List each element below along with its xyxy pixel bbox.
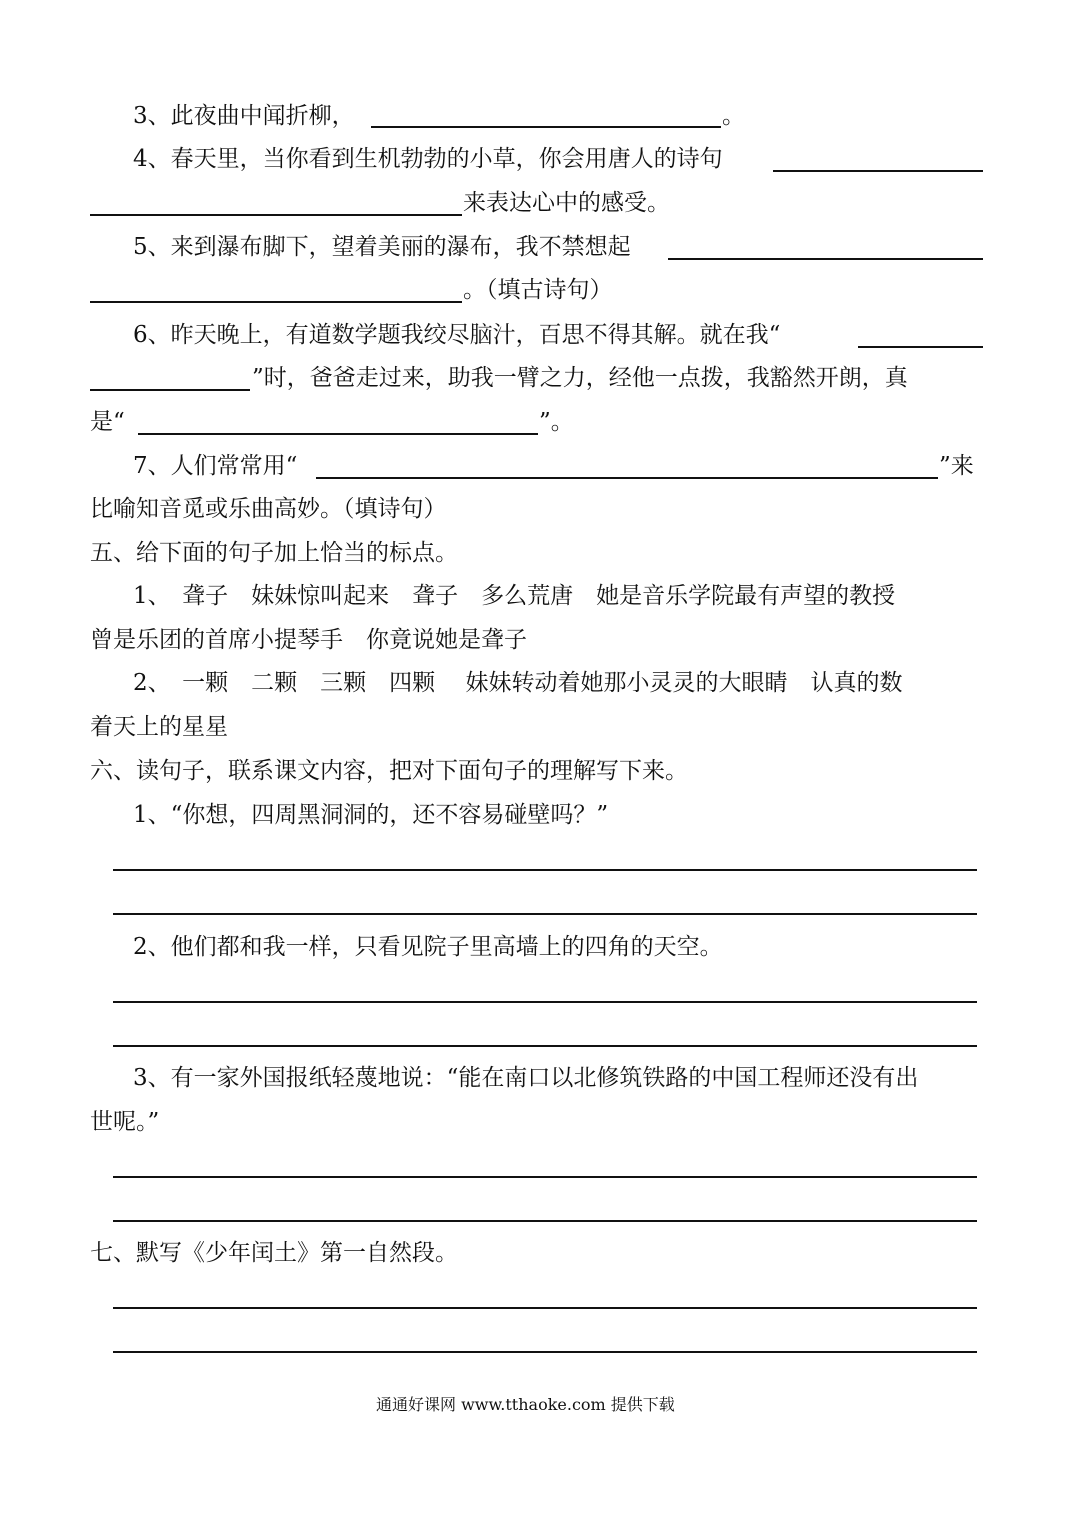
section7-answer-line-1[interactable] xyxy=(113,1307,977,1309)
q3-suffix: 。 xyxy=(722,103,745,129)
section6-item3-line1: 3、有一家外国报纸轻蔑地说：“能在南口以北修筑铁路的中国工程师还没有出 xyxy=(133,1065,919,1091)
q4-answer-blank-2[interactable] xyxy=(90,214,462,216)
section6-item3-answer-line-2[interactable] xyxy=(113,1220,977,1222)
section6-item2-answer-line-1[interactable] xyxy=(113,1001,977,1003)
page-footer: 通通好课网 www.tthaoke.com 提供下载 xyxy=(376,1395,675,1414)
q7-prefix: 7、人们常常用“ xyxy=(133,453,298,479)
section5-item2-line1: 2、 一颗 二颗 三颗 四颗 妹妹转动着她那小灵灵的大眼睛 认真的数 xyxy=(133,670,903,696)
q4-answer-blank-1[interactable] xyxy=(773,170,983,172)
section6-item3-line2: 世呢。” xyxy=(90,1109,160,1135)
section5-item1-line2: 曾是乐团的首席小提琴手 你竟说她是聋子 xyxy=(90,627,527,653)
q3-answer-blank[interactable] xyxy=(371,126,721,128)
q5-answer-blank-2[interactable] xyxy=(90,301,462,303)
q5-prefix: 5、来到瀑布脚下，望着美丽的瀑布，我不禁想起 xyxy=(133,234,631,260)
q7-answer-blank[interactable] xyxy=(316,477,938,479)
q7-line2: 比喻知音觅或乐曲高妙。（填诗句） xyxy=(90,496,447,522)
section7-heading: 七、默写《少年闰土》第一自然段。 xyxy=(90,1240,458,1266)
section6-item2-answer-line-2[interactable] xyxy=(113,1045,977,1047)
q6-answer-blank-2[interactable] xyxy=(138,433,538,435)
q5-suffix: 。（填古诗句） xyxy=(463,277,613,303)
q7-suffix: ”来 xyxy=(939,453,974,479)
section6-item3-answer-line-1[interactable] xyxy=(113,1176,977,1178)
q6-line2: ”时，爸爸走过来，助我一臂之力，经他一点拨，我豁然开朗，真 xyxy=(252,365,908,391)
q6-line3-suffix: ”。 xyxy=(539,409,574,435)
q6-answer-blank-1a[interactable] xyxy=(858,346,983,348)
section5-heading: 五、给下面的句子加上恰当的标点。 xyxy=(90,540,458,566)
q5-answer-blank-1[interactable] xyxy=(668,258,983,260)
section5-item2-line2: 着天上的星星 xyxy=(90,714,228,740)
section6-item1-answer-line-1[interactable] xyxy=(113,869,977,871)
q6-line1: 6、昨天晚上，有道数学题我绞尽脑汁，百思不得其解。就在我“ xyxy=(133,322,781,348)
section6-item2: 2、他们都和我一样，只看见院子里高墙上的四角的天空。 xyxy=(133,934,723,960)
section6-heading: 六、读句子，联系课文内容，把对下面句子的理解写下来。 xyxy=(90,758,688,784)
q4-prefix: 4、春天里，当你看到生机勃勃的小草，你会用唐人的诗句 xyxy=(133,146,723,172)
section6-item1-answer-line-2[interactable] xyxy=(113,913,977,915)
section7-answer-line-2[interactable] xyxy=(113,1351,977,1353)
q6-answer-blank-1b[interactable] xyxy=(90,389,250,391)
section6-item1: 1、“你想，四周黑洞洞的，还不容易碰壁吗？” xyxy=(133,802,609,828)
q6-line3-prefix: 是“ xyxy=(90,409,125,435)
q4-suffix: 来表达心中的感受。 xyxy=(463,190,670,216)
q3-prefix: 3、此夜曲中闻折柳， xyxy=(133,103,355,129)
section5-item1-line1: 1、 聋子 妹妹惊叫起来 聋子 多么荒唐 她是音乐学院最有声望的教授 xyxy=(133,583,896,609)
